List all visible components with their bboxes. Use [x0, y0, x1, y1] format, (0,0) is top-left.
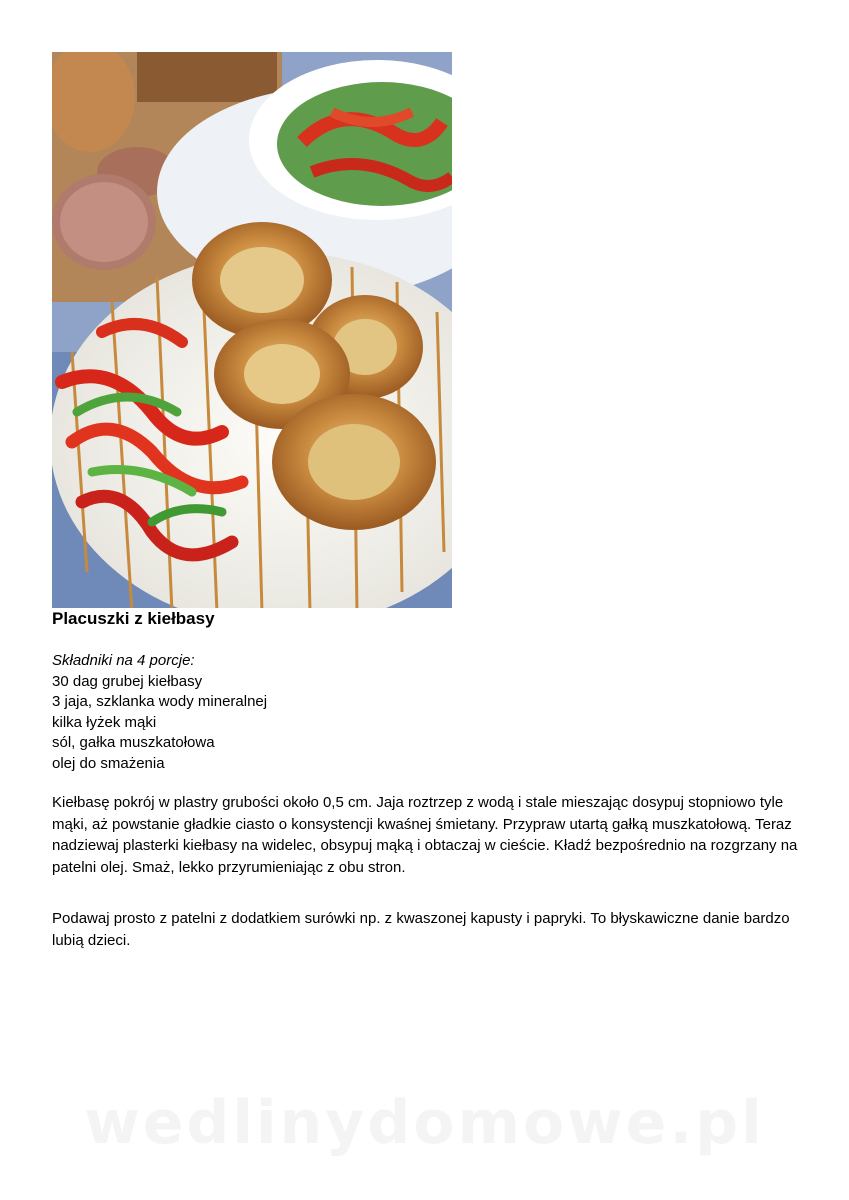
ingredient-item: kilka łyżek mąki: [52, 713, 157, 731]
ingredient-item: 3 jaja, szklanka wody mineralnej: [52, 693, 268, 710]
ingredients-intro: Składniki na 4 porcje:: [52, 652, 195, 669]
ingredient-item: 30 dag grubej kiełbasy: [52, 672, 203, 690]
recipe-title: Placuszki z kiełbasy: [52, 609, 215, 628]
watermark: wedlinydomowe.pl: [84, 1088, 765, 1158]
serving-paragraph: Podawaj prosto z patelni z dodatkiem surówki np. z kwaszonej kapusty i papryki. To błyskawiczne danie bardzo lubią dzieci.: [52, 910, 790, 949]
ingredients-section: [52, 651, 267, 774]
ingredient-item: olej do smażenia: [52, 754, 165, 772]
instructions-paragraph: Kiełbasę pokrój w plastry grubości około 0,5 cm. Jaja roztrzep z wodą i stale mieszając dosypuj stopniowo tyle mąki, aż powstanie gładkie ciasto o konsystencji kwaśnej śmietany. Przypraw utartą gałką muszkatołową. Teraz nadziewaj plasterki kiełbasy na widelec, obsypuj mąką i obtaczaj w cieście. Kładź bezpośrednio na rozgrzany na patelni olej. Smaż, lekko przyrumieniając z obu stron.: [52, 794, 798, 876]
recipe-photo: [52, 52, 452, 608]
ingredient-item: sól, gałka muszkatołowa: [52, 734, 215, 751]
